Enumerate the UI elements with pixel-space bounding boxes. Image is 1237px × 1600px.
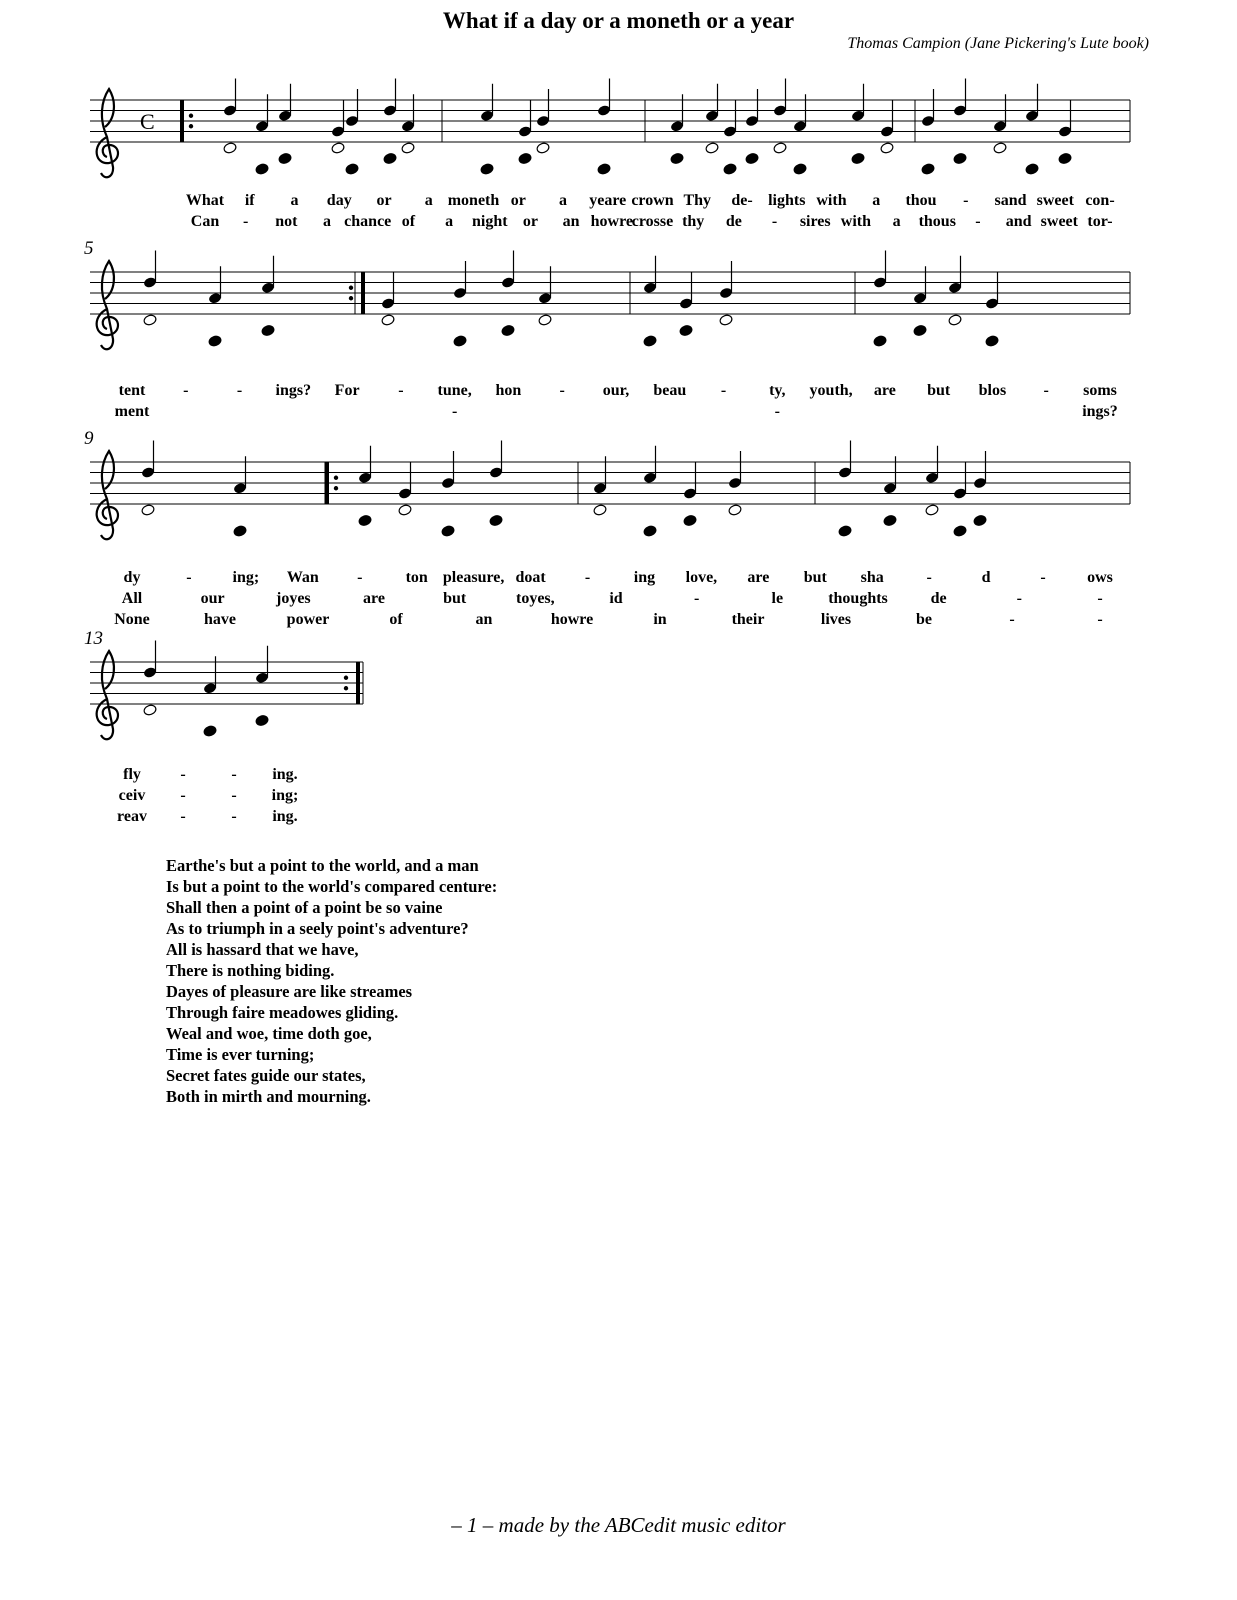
lyric-syllable: pleasure, [442,569,505,586]
lyric-syllable: beau [653,382,687,399]
notehead [1025,163,1039,176]
measure-number: 9 [84,428,94,449]
lyric-syllable: thous [918,213,956,230]
poem-line: All is hassard that we have, [166,940,359,959]
notehead [705,142,719,155]
notehead [141,504,155,517]
lyric-syllable: - [452,403,458,420]
lyric-syllable: not [275,213,298,230]
measure-number: 13 [84,628,103,649]
poem-verse [166,855,497,1107]
lyric-syllable: with [816,192,847,209]
lyric-syllable: - [694,590,700,607]
lyric-syllable: or [510,192,526,209]
notehead [723,163,737,176]
repeat-bar [356,662,360,704]
lyric-syllable: ings? [1082,403,1118,420]
notehead [880,142,894,155]
notehead [953,525,967,538]
lyric-syllable: de [725,213,742,230]
lyric-syllable: - [180,787,186,804]
lyric-syllable: their [731,611,765,628]
notehead [480,163,494,176]
lyric-syllable: chance [344,213,392,230]
lyric-syllable: - [774,403,780,420]
notehead [233,525,247,538]
poem-line: Both in mirth and mourning. [166,1087,371,1106]
lyric-syllable: toyes, [516,590,555,607]
lyric-syllable: if [244,192,255,209]
notehead [913,324,927,337]
lyric-syllable: day [326,192,352,209]
lyric-syllable: id [609,590,623,607]
poem-line: Through faire meadowes gliding. [166,1003,399,1022]
lyric-syllable: thou [905,192,937,209]
lyric-syllable: - [1043,382,1049,399]
poem-line: Shall then a point of a point be so vaine [166,898,443,917]
repeat-dot [334,486,338,490]
lyric-syllable: ows [1087,569,1113,586]
lyric-syllable: but [803,569,827,586]
lyric-syllable: - [231,808,237,825]
lyric-syllable: of [389,611,403,628]
lyric-syllable: with [840,213,872,230]
notehead [683,514,697,527]
lyric-syllable: or [376,192,392,209]
repeat-dot [189,114,193,118]
notehead [851,152,865,165]
lyric-syllable: blos [978,382,1007,399]
lyric-syllable: sha [860,569,884,586]
notehead [793,163,807,176]
lyric-syllable: ing; [271,787,299,804]
notehead [203,725,217,738]
lyric-syllable: - [357,569,363,586]
notehead [1058,152,1072,165]
lyric-syllable: a [559,192,567,209]
lyric-syllable: crosse [631,213,674,230]
lyric-syllable: yeare [589,192,627,209]
lyric-syllable: ty, [769,382,786,399]
lyric-syllable: For [334,382,360,399]
lyric-syllable: Thy [683,192,712,209]
lyric-syllable: All [121,590,143,607]
poem-line: Time is ever turning; [166,1045,315,1064]
treble-clef-icon [97,89,118,177]
repeat-dot [349,286,353,290]
repeat-dot [349,296,353,300]
lyric-syllable: are [363,590,385,607]
notehead [536,142,550,155]
lyric-syllable: - [231,787,237,804]
lyric-syllable: but [927,382,951,399]
notehead [593,504,607,517]
lyric-syllable: soms [1083,382,1117,399]
notehead [255,714,269,727]
lyric-syllable: sand [994,192,1027,209]
notehead [643,525,657,538]
notehead [331,142,345,155]
notehead [873,335,887,348]
lyric-syllable: con- [1085,192,1115,209]
notehead [925,504,939,517]
notehead [973,514,987,527]
notehead [728,504,742,517]
lyric-syllable: sweet [1040,213,1078,230]
lyric-syllable: tent [118,382,146,399]
lyric-syllable: are [873,382,896,399]
lyric-syllable: Wan [286,569,319,586]
lyric-syllable: a [872,192,881,209]
lyric-syllable: - [183,382,189,399]
lyric-syllable: are [747,569,770,586]
notehead [883,514,897,527]
lyric-syllable: ton [405,569,428,586]
lyric-syllable: thy [682,213,705,230]
lyric-syllable: - [720,382,727,399]
notehead [453,335,467,348]
lyric-syllable: or [522,213,539,230]
lyric-syllable: in [653,611,667,628]
repeat-bar [180,100,184,142]
lyric-syllable: moneth [447,192,500,209]
notehead [518,152,532,165]
notehead [255,163,269,176]
notehead [143,314,157,327]
lyric-syllable: tor- [1087,213,1113,230]
notehead [719,314,733,327]
repeat-dot [189,124,193,128]
lyric-syllable: ing. [272,808,298,825]
lyric-syllable: ment [114,403,150,420]
time-signature: C [140,109,155,134]
notehead [489,514,503,527]
lyric-syllable: ing [633,569,656,586]
notehead [401,142,415,155]
lyric-syllable: - [186,569,192,586]
lyric-syllable: a [445,213,454,230]
lyric-syllable: a [290,192,299,209]
notehead [921,163,935,176]
lyric-syllable: an [475,611,493,628]
lyric-syllable: fly [123,766,141,783]
lyric-syllable: - [1009,611,1015,628]
measure-number: 5 [84,238,94,259]
repeat-bar [325,462,329,504]
lyric-syllable: - [231,766,237,783]
composer-credit: Thomas Campion (Jane Pickering's Lute book) [847,35,1149,52]
lyric-syllable: doat [515,569,546,586]
lyric-syllable: - [926,569,932,586]
lyric-syllable: a [323,213,332,230]
notehead [679,324,693,337]
notehead [501,324,515,337]
notehead [993,142,1007,155]
lyric-syllable: sweet [1036,192,1074,209]
notehead [745,152,759,165]
lyric-syllable: have [204,611,236,628]
poem-line: Secret fates guide our states, [166,1066,366,1085]
lyric-syllable: night [471,213,508,230]
lyric-syllable: reav [117,808,147,825]
lyric-syllable: Can [190,213,220,230]
notehead [358,514,372,527]
lyric-syllable: - [1097,590,1103,607]
notehead [383,152,397,165]
repeat-dot [344,686,348,690]
lyric-syllable: an [562,213,580,230]
lyric-syllable: youth, [809,382,853,399]
lyric-syllable: d [981,569,991,586]
lyric-syllable: lights [768,192,806,209]
notehead [948,314,962,327]
lyric-syllable: ings? [275,382,312,399]
lyric-syllable: a [424,192,433,209]
repeat-dot [334,476,338,480]
song-title: What if a day or a moneth or a year [442,8,795,33]
lyric-syllable: ceiv [118,787,146,804]
lyric-syllable: of [401,213,416,230]
page-footer: – 1 – made by the ABCedit music editor [451,1513,786,1537]
lyric-syllable: - [975,213,981,230]
notehead [398,504,412,517]
lyric-syllable: joyes [276,590,311,607]
lyric-syllable: - [398,382,404,399]
treble-clef-icon [97,451,118,539]
lyric-syllable: power [286,611,330,628]
lyric-syllable: - [1016,590,1022,607]
notehead [985,335,999,348]
notehead [538,314,552,327]
lyric-syllable: tune, [437,382,472,399]
notehead [670,152,684,165]
poem-line: Earthe's but a point to the world, and a man [166,856,479,875]
lyric-syllable: ing. [272,766,298,783]
repeat-dot [344,676,348,680]
notehead [345,163,359,176]
treble-clef-icon [97,261,118,349]
poem-line: As to triumph in a seely point's adventure? [166,919,469,938]
lyric-syllable: howre [550,611,594,628]
lyric-syllable: - [584,569,591,586]
lyric-syllable: our, [602,382,630,399]
lyric-syllable: love, [685,569,718,586]
repeat-bar [361,272,365,314]
notehead [597,163,611,176]
poem-line: Dayes of pleasure are like streames [166,982,413,1001]
lyric-syllable: - [180,766,186,783]
lyric-syllable: crown [631,192,674,209]
lyric-syllable: thoughts [828,590,888,607]
poem-line: Is but a point to the world's compared centure: [166,877,498,896]
lyric-syllable: - [963,192,969,209]
notehead [143,704,157,717]
lyric-syllable: - [1040,569,1046,586]
lyric-syllable: our [200,590,225,607]
notehead [261,324,275,337]
lyric-syllable: howre [590,213,634,230]
lyric-syllable: None [114,611,150,628]
lyric-syllable: - [559,382,565,399]
lyric-syllable: de [930,590,947,607]
lyric-syllable: lives [820,611,852,628]
lyric-syllable: What [185,192,225,209]
notehead [278,152,292,165]
notehead [643,335,657,348]
notehead [441,525,455,538]
poem-line: Weal and woe, time doth goe, [166,1024,372,1043]
treble-clef-icon [97,651,118,739]
lyric-syllable: a [892,213,901,230]
lyric-syllable: hon [495,382,522,399]
notehead [953,152,967,165]
lyric-syllable: de- [731,192,753,209]
lyric-syllable: but [443,590,467,607]
lyric-syllable: sires [799,213,831,230]
lyric-syllable: dy [123,569,141,586]
notehead [381,314,395,327]
lyric-syllable: - [771,213,778,230]
notehead [773,142,787,155]
notehead [838,525,852,538]
lyric-syllable: and [1005,213,1032,230]
poem-line: There is nothing biding. [166,961,335,980]
lyric-syllable: - [1097,611,1103,628]
lyric-syllable: be [916,611,932,628]
lyric-syllable: ing; [232,569,260,586]
lyric-syllable: - [180,808,186,825]
notehead [223,142,237,155]
lyric-syllable: le [771,590,784,607]
notehead [208,335,222,348]
lyric-syllable: - [243,213,249,230]
lyric-syllable: - [236,382,243,399]
